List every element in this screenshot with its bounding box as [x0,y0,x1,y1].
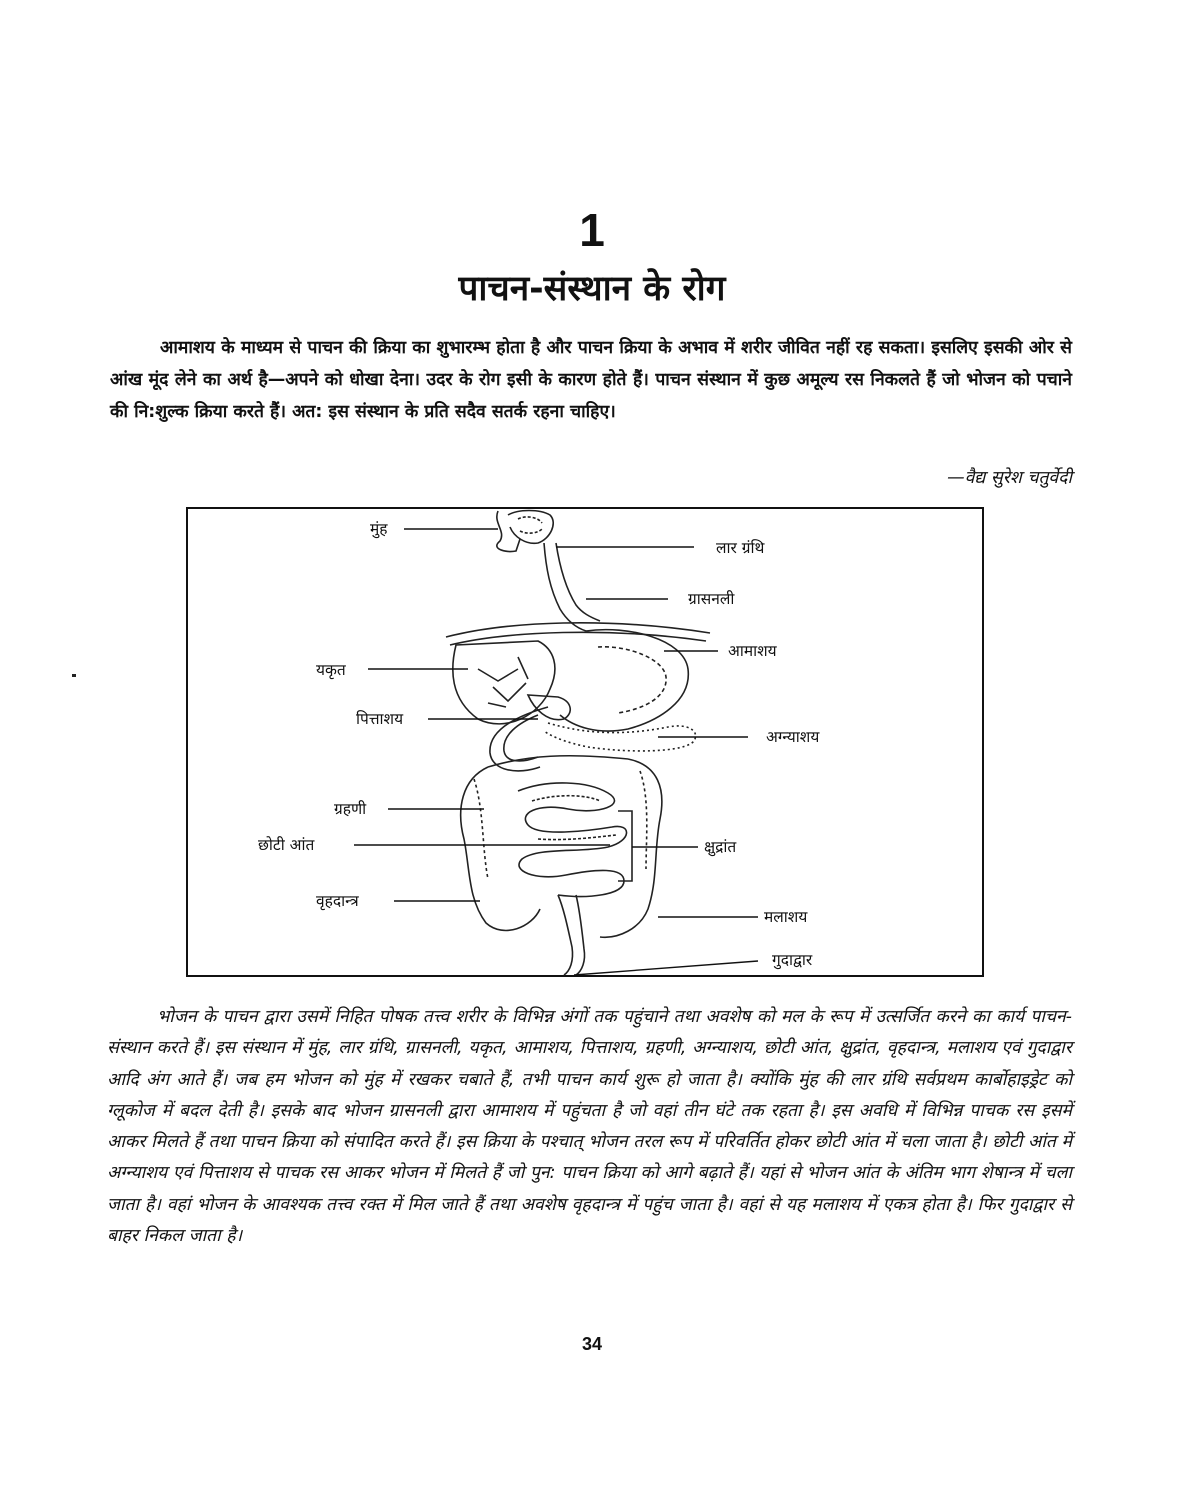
label-salivary-gland: लार ग्रंथि [716,539,765,557]
intro-paragraph: आमाशय के माध्यम से पाचन की क्रिया का शुभारम्भ होता है और पाचन क्रिया के अभाव में शरीर जीवित नहीं रह सकता। इसलिए इसकी ओर से आंख मूंद लेने का अर्थ है—अपने को धोखा देना। उदर के रोग इसी के कारण होते हैं। पाचन संस्थान में कुछ अमूल्य रस निकलते हैं जो भोजन को पचाने की नि:शुल्क क्रिया करते हैं। अत: इस संस्थान के प्रति सदैव सतर्क रहना चाहिए। [110,338,1072,422]
label-duodenum: ग्रहणी [334,800,367,818]
label-mouth: मुंह [370,520,388,538]
print-speck [72,674,76,677]
label-pancreas: अग्न्याशय [766,728,820,746]
label-ileum: क्षुद्रांत [704,838,737,856]
digestive-system-figure [186,507,984,977]
label-gallbladder: पित्ताशय [356,710,404,728]
label-stomach: आमाशय [728,642,777,660]
label-rectum: मलाशय [764,908,808,926]
label-esophagus: ग्रासनली [688,590,735,608]
figure-labels [258,520,820,970]
chapter-number: 1 [579,204,605,256]
label-liver: यकृत [316,661,346,679]
body-paragraph: भोजन के पाचन द्वारा उसमें निहित पोषक तत्त्व शरीर के विभिन्न अंगों तक पहुंचाने तथा अवशेष को मल के रूप में उत्सर्जित करने का कार्य पाचन-संस्थान करते हैं। इस संस्थान में मुंह, लार ग्रंथि, ग्रासनली, यकृत, आमाशय, पित्ताशय, ग्रहणी, अग्न्याशय, छोटी आंत, क्षुद्रांत, वृहदान्त्र, मलाशय एवं गुदाद्वार आदि अंग आते हैं। जब हम भोजन को मुंह में रखकर चबाते हैं, तभी पाचन कार्य शुरू हो जाता है। क्योंकि मुंह की लार ग्रंथि सर्वप्रथम कार्बोहाइड्रेट को ग्लूकोज में बदल देती है। इसके बाद भोजन ग्रासनली द्वारा आमाशय में पहुंचता है जो वहां तीन घंटे तक रहता है। इस अवधि में विभिन्न पाचक रस इसमें आकर मिलते हैं तथा पाचन क्रिया को संपादित करते हैं। इस क्रिया के पश्चात् भोजन तरल रूप में परिवर्तित होकर छोटी आंत में चला जाता है। छोटी आंत में अग्न्याशय एवं पित्ताशय से पाचक रस आकर भोजन में मिलते हैं जो पुन: पाचन क्रिया को आगे बढ़ाते हैं। यहां से भोजन आंत के अंतिम भाग शेषान्त्र में चला जाता है। वहां भोजन के आवश्यक तत्त्व रक्त में मिल जाते हैं तथा अवशेष वृहदान्त्र में पहुंच जाता है। वहां से यह मलाशय में एकत्र होता है। फिर गुदाद्वार से बाहर निकल जाता है। [107,1007,1072,1247]
label-small-intestine: छोटी आंत [258,836,315,854]
anatomy-drawing [446,511,710,976]
chapter-title: पाचन-संस्थान के रोग [458,269,726,309]
quote-attribution: —वैद्य सुरेश चतुर्वेदी [947,468,1072,488]
page-number: 34 [581,1334,603,1354]
digestive-system-diagram [188,509,986,979]
label-anus: गुदाद्वार [772,951,813,969]
label-large-intestine: वृहदान्त्र [316,892,359,910]
